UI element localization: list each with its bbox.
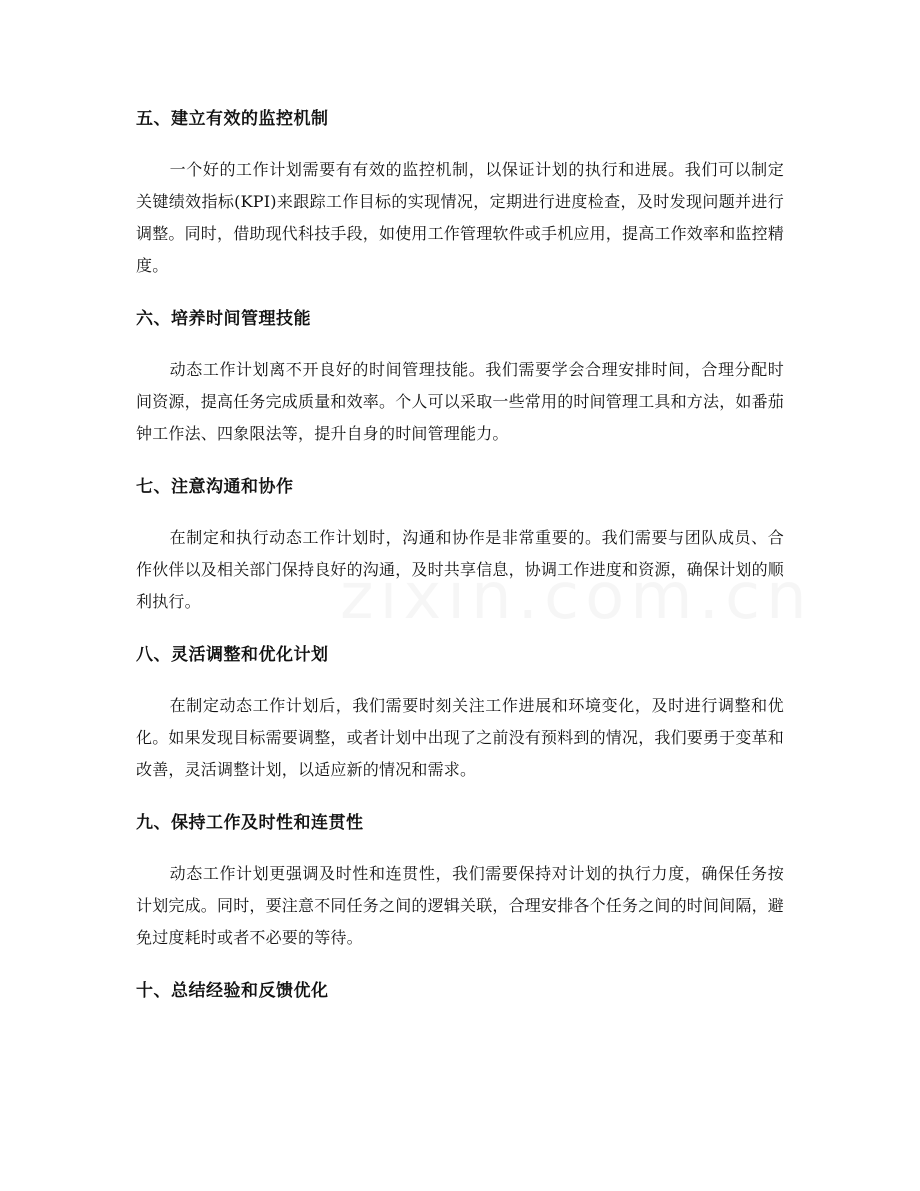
section-6 bbox=[136, 304, 784, 450]
section-paragraph: 一个好的工作计划需要有有效的监控机制，以保证计划的执行和进展。我们可以制定关键绩效指标(KPI)来跟踪工作目标的实现情况，定期进行进度检查，及时发现问题并进行调整。同时，借助现代科技手段，如使用工作管理软件或手机应用，提高工作效率和监控精度。 bbox=[136, 160, 785, 275]
section-10 bbox=[136, 976, 784, 1006]
section-paragraph: 在制定和执行动态工作计划时，沟通和协作是非常重要的。我们需要与团队成员、合作伙伴以及相关部门保持良好的沟通，及时共享信息，协调工作进度和资源，确保计划的顺利执行。 bbox=[136, 528, 785, 611]
section-heading: 八、灵活调整和优化计划 bbox=[136, 645, 329, 665]
section-heading: 九、保持工作及时性和连贯性 bbox=[136, 813, 364, 833]
section-heading: 六、培养时间管理技能 bbox=[136, 309, 311, 329]
section-7 bbox=[136, 472, 784, 618]
section-8 bbox=[136, 640, 784, 786]
section-heading: 七、注意沟通和协作 bbox=[136, 477, 294, 497]
section-5 bbox=[136, 104, 784, 282]
section-heading: 五、建立有效的监控机制 bbox=[136, 109, 329, 129]
section-paragraph: 在制定动态工作计划后，我们需要时刻关注工作进展和环境变化，及时进行调整和优化。如果发现目标需要调整，或者计划中出现了之前没有预料到的情况，我们要勇于变革和改善，灵活调整计划，以适应新的情况和需求。 bbox=[136, 696, 785, 779]
section-paragraph: 动态工作计划离不开良好的时间管理技能。我们需要学会合理安排时间，合理分配时间资源，提高任务完成质量和效率。个人可以采取一些常用的时间管理工具和方法，如番茄钟工作法、四象限法等，提升自身的时间管理能力。 bbox=[136, 360, 785, 443]
document-body bbox=[136, 104, 784, 1026]
section-paragraph: 动态工作计划更强调及时性和连贯性，我们需要保持对计划的执行力度，确保任务按计划完成。同时，要注意不同任务之间的逻辑关联，合理安排各个任务之间的时间间隔，避免过度耗时或者不必要的等待。 bbox=[136, 864, 785, 947]
section-heading: 十、总结经验和反馈优化 bbox=[136, 981, 329, 1001]
section-9 bbox=[136, 808, 784, 954]
